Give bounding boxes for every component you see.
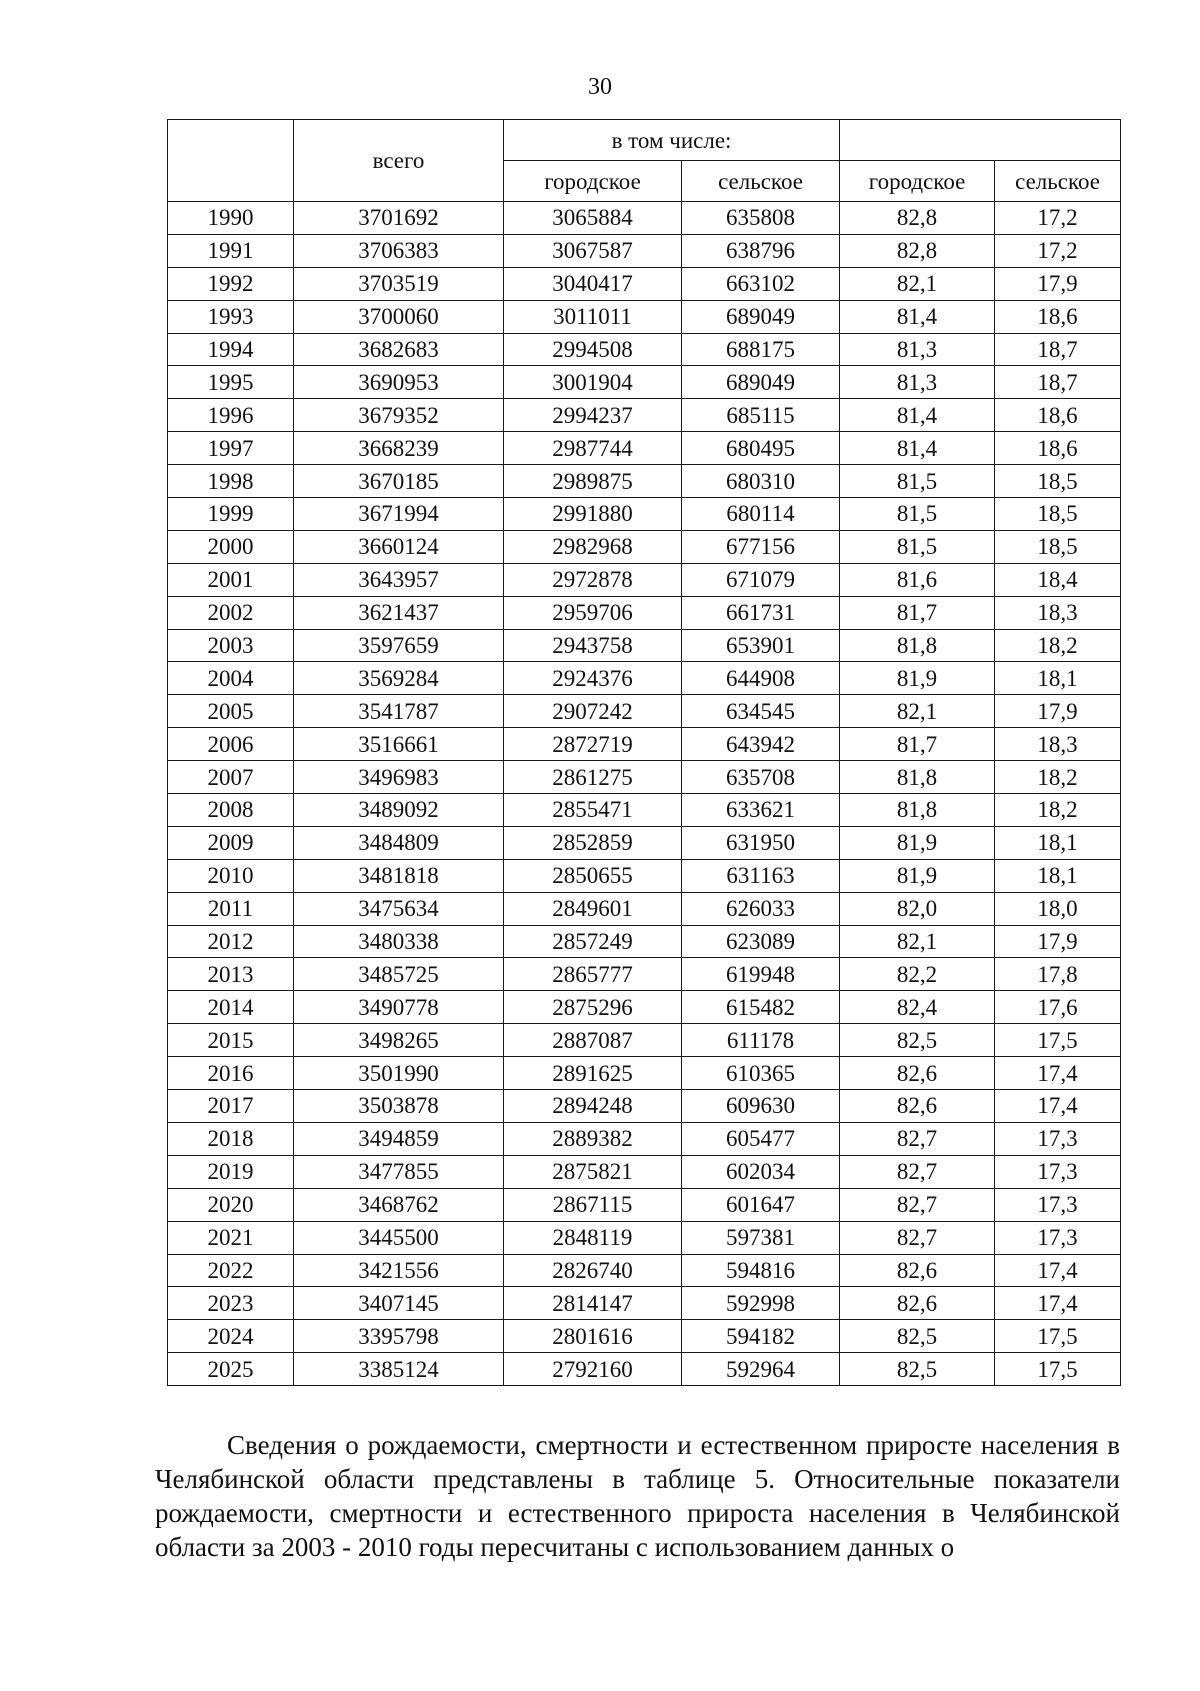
table-row [168,1090,1121,1123]
table-row [168,859,1121,892]
cell-urban: 2907242 [504,695,682,728]
cell-urban-share: 82,1 [840,267,995,300]
cell-total: 3671994 [294,498,504,531]
cell-year: 2020 [168,1188,294,1221]
cell-rural-share: 18,5 [995,530,1121,563]
cell-urban-share: 82,7 [840,1221,995,1254]
cell-total: 3668239 [294,432,504,465]
header-share [840,120,1121,161]
cell-total: 3643957 [294,563,504,596]
cell-urban: 2894248 [504,1090,682,1123]
cell-urban-share: 82,5 [840,1024,995,1057]
cell-urban: 2867115 [504,1188,682,1221]
cell-year: 2008 [168,794,294,827]
cell-rural-share: 17,5 [995,1320,1121,1353]
cell-urban-share: 81,9 [840,826,995,859]
cell-total: 3484809 [294,826,504,859]
table-row [168,662,1121,695]
cell-rural: 631163 [682,859,840,892]
cell-year: 2003 [168,629,294,662]
cell-rural-share: 18,2 [995,761,1121,794]
header-rural: сельское [682,161,840,202]
population-table [167,119,1121,1386]
table-row [168,333,1121,366]
cell-urban: 2872719 [504,728,682,761]
cell-year: 1999 [168,498,294,531]
cell-year: 2012 [168,925,294,958]
cell-urban: 2991880 [504,498,682,531]
cell-total: 3541787 [294,695,504,728]
cell-year: 2011 [168,892,294,925]
cell-urban-share: 81,3 [840,366,995,399]
cell-urban: 2924376 [504,662,682,695]
cell-rural-share: 18,3 [995,728,1121,761]
cell-urban-share: 81,5 [840,530,995,563]
cell-rural: 680310 [682,465,840,498]
body-paragraph: Сведения о рождаемости, смертности и естественном приросте населения в Челябинской области представлены в таблице 5. Относительные показатели рождаемости, смертности и естественного прироста населения в Челябинской области за 2003 - 2010 годы пересчитаны с использованием данных о [155,1430,1120,1562]
cell-year: 1994 [168,333,294,366]
cell-urban: 2855471 [504,794,682,827]
header-including: в том числе: [504,120,840,161]
cell-urban: 2875821 [504,1155,682,1188]
cell-rural-share: 17,9 [995,695,1121,728]
cell-rural-share: 18,1 [995,826,1121,859]
header-urban: городское [504,161,682,202]
cell-urban-share: 82,2 [840,958,995,991]
table-row [168,1254,1121,1287]
table-row [168,1221,1121,1254]
cell-rural: 677156 [682,530,840,563]
cell-urban-share: 81,9 [840,662,995,695]
cell-rural: 689049 [682,300,840,333]
cell-total: 3597659 [294,629,504,662]
cell-urban-share: 82,4 [840,991,995,1024]
cell-rural-share: 17,5 [995,1024,1121,1057]
table-row [168,958,1121,991]
cell-rural-share: 18,7 [995,366,1121,399]
table-row [168,1188,1121,1221]
table-row [168,1057,1121,1090]
table-row [168,1155,1121,1188]
cell-rural-share: 18,4 [995,563,1121,596]
cell-urban-share: 82,8 [840,202,995,235]
cell-rural: 602034 [682,1155,840,1188]
cell-urban: 3001904 [504,366,682,399]
table-row [168,300,1121,333]
cell-urban-share: 82,7 [840,1122,995,1155]
table-row [168,399,1121,432]
cell-rural-share: 18,2 [995,629,1121,662]
cell-rural: 680114 [682,498,840,531]
cell-rural: 685115 [682,399,840,432]
cell-year: 2019 [168,1155,294,1188]
cell-urban: 2814147 [504,1287,682,1320]
cell-rural-share: 18,7 [995,333,1121,366]
cell-rural-share: 17,9 [995,925,1121,958]
cell-urban: 2959706 [504,596,682,629]
cell-urban-share: 82,0 [840,892,995,925]
cell-rural: 653901 [682,629,840,662]
cell-total: 3490778 [294,991,504,1024]
table-row [168,465,1121,498]
cell-rural-share: 17,2 [995,202,1121,235]
cell-total: 3682683 [294,333,504,366]
cell-year: 2000 [168,530,294,563]
cell-year: 2016 [168,1057,294,1090]
cell-urban: 2889382 [504,1122,682,1155]
cell-rural-share: 18,1 [995,859,1121,892]
cell-urban-share: 81,4 [840,399,995,432]
cell-year: 1990 [168,202,294,235]
cell-total: 3407145 [294,1287,504,1320]
cell-year: 1996 [168,399,294,432]
cell-urban-share: 82,6 [840,1287,995,1320]
cell-rural-share: 17,3 [995,1155,1121,1188]
cell-total: 3480338 [294,925,504,958]
cell-urban-share: 81,5 [840,498,995,531]
cell-year: 1997 [168,432,294,465]
table-row [168,1320,1121,1353]
cell-year: 2014 [168,991,294,1024]
cell-rural: 688175 [682,333,840,366]
cell-total: 3477855 [294,1155,504,1188]
cell-rural-share: 17,4 [995,1287,1121,1320]
table-row [168,629,1121,662]
cell-rural: 601647 [682,1188,840,1221]
cell-urban: 2865777 [504,958,682,991]
cell-total: 3660124 [294,530,504,563]
cell-total: 3569284 [294,662,504,695]
cell-year: 2017 [168,1090,294,1123]
header-total: всего [294,120,504,202]
cell-urban: 2848119 [504,1221,682,1254]
cell-total: 3395798 [294,1320,504,1353]
cell-total: 3690953 [294,366,504,399]
table-row [168,530,1121,563]
table-row [168,1024,1121,1057]
table-row [168,728,1121,761]
cell-urban: 2987744 [504,432,682,465]
cell-total: 3385124 [294,1353,504,1386]
cell-urban-share: 82,8 [840,234,995,267]
cell-rural: 615482 [682,991,840,1024]
cell-urban-share: 81,5 [840,465,995,498]
cell-total: 3494859 [294,1122,504,1155]
cell-rural: 689049 [682,366,840,399]
table-row [168,1122,1121,1155]
cell-year: 2004 [168,662,294,695]
cell-total: 3621437 [294,596,504,629]
cell-year: 1998 [168,465,294,498]
cell-urban-share: 82,7 [840,1155,995,1188]
cell-rural-share: 17,3 [995,1221,1121,1254]
cell-rural-share: 18,5 [995,465,1121,498]
cell-total: 3489092 [294,794,504,827]
cell-year: 2013 [168,958,294,991]
cell-rural-share: 17,4 [995,1090,1121,1123]
cell-total: 3706383 [294,234,504,267]
cell-rural: 609630 [682,1090,840,1123]
cell-urban: 3040417 [504,267,682,300]
cell-urban: 2994237 [504,399,682,432]
cell-year: 2006 [168,728,294,761]
cell-urban: 2887087 [504,1024,682,1057]
cell-rural-share: 17,4 [995,1254,1121,1287]
table-row [168,892,1121,925]
cell-total: 3503878 [294,1090,504,1123]
cell-year: 2021 [168,1221,294,1254]
cell-year: 2018 [168,1122,294,1155]
cell-urban-share: 82,5 [840,1320,995,1353]
cell-year: 2005 [168,695,294,728]
table-row [168,596,1121,629]
cell-rural: 619948 [682,958,840,991]
cell-urban-share: 82,6 [840,1254,995,1287]
cell-rural: 592998 [682,1287,840,1320]
table-row [168,925,1121,958]
cell-year: 2007 [168,761,294,794]
cell-year: 2023 [168,1287,294,1320]
cell-rural: 597381 [682,1221,840,1254]
cell-urban: 2792160 [504,1353,682,1386]
cell-rural-share: 17,3 [995,1122,1121,1155]
table-row [168,202,1121,235]
cell-urban: 2989875 [504,465,682,498]
cell-urban: 2852859 [504,826,682,859]
cell-rural: 634545 [682,695,840,728]
cell-total: 3700060 [294,300,504,333]
cell-year: 2001 [168,563,294,596]
cell-urban: 2943758 [504,629,682,662]
cell-rural-share: 18,6 [995,399,1121,432]
cell-rural: 594816 [682,1254,840,1287]
cell-rural-share: 18,2 [995,794,1121,827]
cell-urban: 2857249 [504,925,682,958]
cell-rural: 643942 [682,728,840,761]
cell-urban: 3011011 [504,300,682,333]
cell-urban-share: 81,9 [840,859,995,892]
cell-urban: 2849601 [504,892,682,925]
cell-rural-share: 17,9 [995,267,1121,300]
cell-urban-share: 82,1 [840,925,995,958]
cell-rural: 635708 [682,761,840,794]
cell-urban-share: 81,3 [840,333,995,366]
cell-year: 2010 [168,859,294,892]
table-row [168,1353,1121,1386]
cell-urban: 2861275 [504,761,682,794]
cell-total: 3501990 [294,1057,504,1090]
cell-total: 3516661 [294,728,504,761]
table-row [168,826,1121,859]
cell-urban-share: 82,5 [840,1353,995,1386]
table-header [168,120,1121,202]
cell-total: 3475634 [294,892,504,925]
cell-rural: 633621 [682,794,840,827]
cell-year: 2022 [168,1254,294,1287]
cell-urban: 2972878 [504,563,682,596]
cell-rural-share: 18,3 [995,596,1121,629]
table-row [168,267,1121,300]
header-urban-share: городское [840,161,995,202]
cell-urban: 2994508 [504,333,682,366]
cell-rural: 638796 [682,234,840,267]
cell-rural: 605477 [682,1122,840,1155]
cell-rural: 592964 [682,1353,840,1386]
cell-rural: 661731 [682,596,840,629]
cell-year: 2025 [168,1353,294,1386]
cell-total: 3679352 [294,399,504,432]
cell-rural: 631950 [682,826,840,859]
cell-urban-share: 81,8 [840,761,995,794]
table-row [168,991,1121,1024]
cell-rural: 611178 [682,1024,840,1057]
cell-year: 1993 [168,300,294,333]
cell-year: 2015 [168,1024,294,1057]
cell-urban: 3065884 [504,202,682,235]
cell-rural: 610365 [682,1057,840,1090]
cell-rural-share: 17,5 [995,1353,1121,1386]
cell-year: 1991 [168,234,294,267]
cell-rural-share: 17,6 [995,991,1121,1024]
cell-total: 3421556 [294,1254,504,1287]
cell-urban-share: 81,8 [840,629,995,662]
cell-urban: 2891625 [504,1057,682,1090]
cell-urban: 2875296 [504,991,682,1024]
cell-rural-share: 17,4 [995,1057,1121,1090]
table-row [168,695,1121,728]
header-year [168,120,294,202]
cell-urban: 2850655 [504,859,682,892]
table-body [168,202,1121,1386]
cell-rural-share: 17,8 [995,958,1121,991]
table-row [168,761,1121,794]
cell-year: 2024 [168,1320,294,1353]
cell-year: 1995 [168,366,294,399]
cell-rural: 635808 [682,202,840,235]
cell-year: 1992 [168,267,294,300]
cell-rural: 644908 [682,662,840,695]
cell-total: 3670185 [294,465,504,498]
cell-urban-share: 81,4 [840,300,995,333]
cell-urban-share: 82,7 [840,1188,995,1221]
cell-total: 3498265 [294,1024,504,1057]
cell-urban-share: 82,1 [840,695,995,728]
cell-year: 2002 [168,596,294,629]
cell-urban-share: 81,7 [840,728,995,761]
cell-rural-share: 17,2 [995,234,1121,267]
cell-urban-share: 81,7 [840,596,995,629]
table-row [168,498,1121,531]
cell-urban-share: 81,8 [840,794,995,827]
cell-rural-share: 18,6 [995,432,1121,465]
cell-total: 3468762 [294,1188,504,1221]
header-rural-share: сельское [995,161,1121,202]
cell-rural-share: 18,5 [995,498,1121,531]
cell-rural-share: 18,1 [995,662,1121,695]
page-number: 30 [588,74,612,100]
cell-total: 3701692 [294,202,504,235]
cell-urban: 2826740 [504,1254,682,1287]
cell-rural: 594182 [682,1320,840,1353]
cell-urban: 2801616 [504,1320,682,1353]
cell-urban-share: 82,6 [840,1090,995,1123]
cell-year: 2009 [168,826,294,859]
cell-total: 3481818 [294,859,504,892]
cell-urban-share: 82,6 [840,1057,995,1090]
cell-total: 3485725 [294,958,504,991]
cell-rural: 623089 [682,925,840,958]
cell-rural: 671079 [682,563,840,596]
cell-rural: 680495 [682,432,840,465]
table-row [168,366,1121,399]
table-row [168,563,1121,596]
cell-total: 3445500 [294,1221,504,1254]
cell-rural-share: 18,6 [995,300,1121,333]
cell-rural-share: 17,3 [995,1188,1121,1221]
cell-urban: 3067587 [504,234,682,267]
cell-urban: 2982968 [504,530,682,563]
cell-urban-share: 81,6 [840,563,995,596]
cell-total: 3703519 [294,267,504,300]
cell-rural: 663102 [682,267,840,300]
table-row [168,1287,1121,1320]
table-row [168,432,1121,465]
table-row [168,234,1121,267]
table-row [168,794,1121,827]
cell-total: 3496983 [294,761,504,794]
cell-urban-share: 81,4 [840,432,995,465]
cell-rural: 626033 [682,892,840,925]
cell-rural-share: 18,0 [995,892,1121,925]
